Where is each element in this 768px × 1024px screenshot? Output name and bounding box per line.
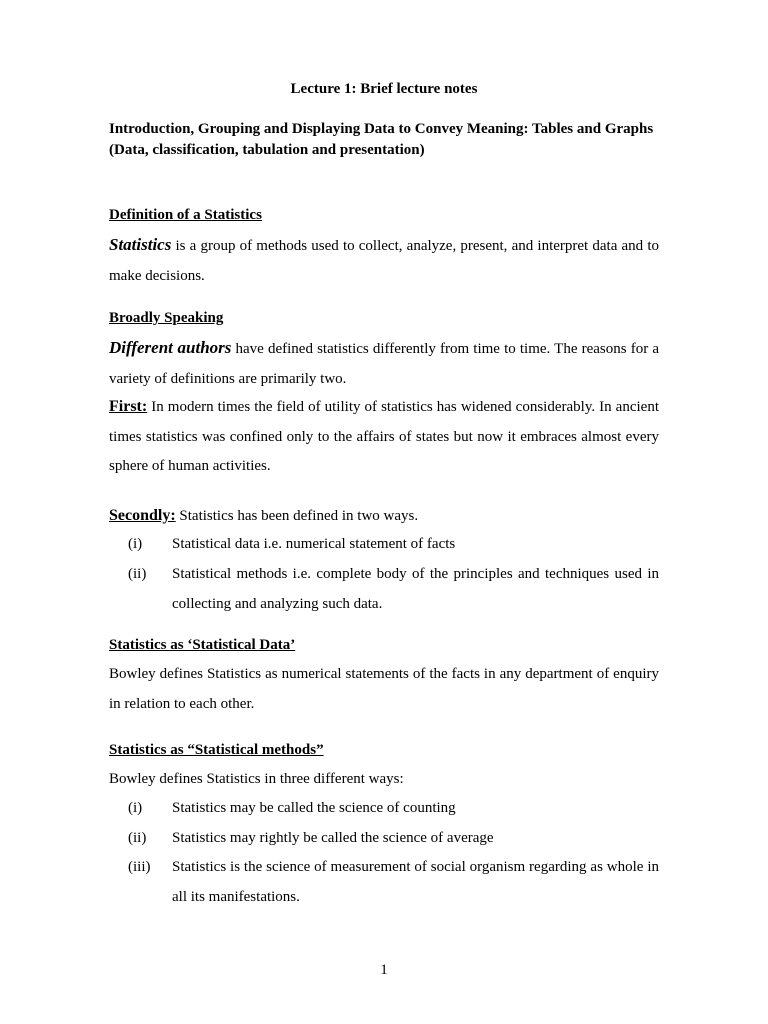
list-number: (i) [128,536,143,552]
first-label: First: [109,398,148,415]
definition-heading: Definition of a Statistics [109,207,262,223]
intro-heading: Introduction, Grouping and Displaying Data to Convey Meaning: Tables and Graphs (Data, classification, tabulation and presentation) [109,121,654,158]
stat-methods-intro: Bowley defines Statistics in three different ways: [109,771,404,787]
list-number: (i) [128,800,143,816]
list-number: (ii) [128,566,147,582]
broadly-heading: Broadly Speaking [109,310,224,326]
second-paragraph [109,501,659,532]
list-text: Statistical methods i.e. complete body of the principles and techniques used in collecting and analyzing such data. [172,566,659,612]
definition-term: Statistics [109,235,172,254]
list-text: Statistics may rightly be called the science of average [172,830,494,846]
first-paragraph [109,392,659,482]
stat-methods-heading: Statistics as “Statistical methods” [109,742,324,758]
stat-data-heading: Statistics as ‘Statistical Data’ [109,637,296,653]
definition-paragraph [109,230,659,291]
list-text: Statistical data i.e. numerical statement of facts [172,536,456,552]
list-number: (ii) [128,830,147,846]
second-label: Secondly: [109,507,176,524]
first-text: In modern times the field of utility of statistics has widened considerably. In ancient times statistics was confined only to the affairs of states but now it embraces almost every sphere of human activities. [109,399,659,474]
broadly-term: Different authors [109,338,232,357]
list-text: Statistics is the science of measurement of social organism regarding as whole in all its manifestations. [172,859,659,905]
definition-text: is a group of methods used to collect, analyze, present, and interpret data and to make decisions. [109,238,659,284]
list-text: Statistics may be called the science of counting [172,800,456,816]
second-text: Statistics has been defined in two ways. [175,508,419,524]
list-number: (iii) [128,859,151,875]
broadly-text: have defined statistics differently from time to time. The reasons for a variety of definitions are primarily two. [109,341,659,387]
broadly-paragraph [109,333,659,394]
stat-data-paragraph: Bowley defines Statistics as numerical statements of the facts in any department of enquiry in relation to each other. [109,666,659,712]
page-title: Lecture 1: Brief lecture notes [290,81,478,97]
page-number: 1 [380,962,388,978]
